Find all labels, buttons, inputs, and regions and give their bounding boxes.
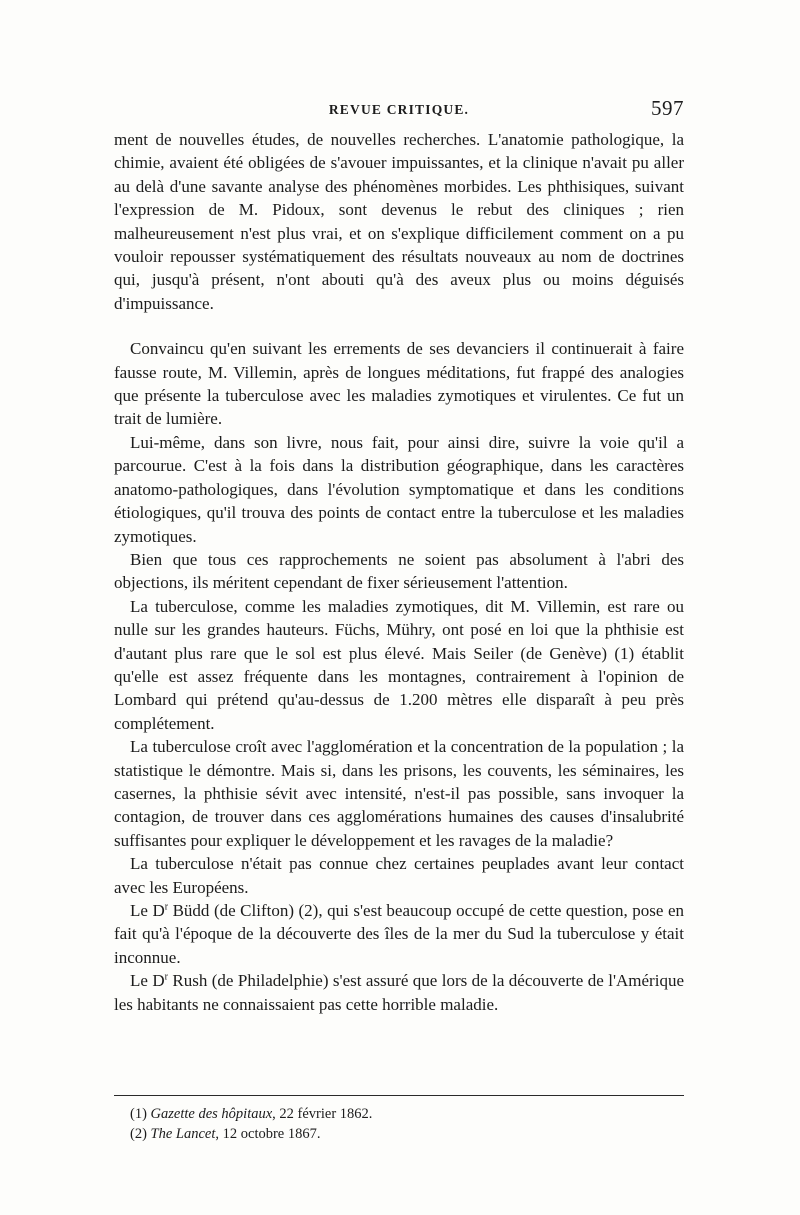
rush-title: Le D [130, 971, 165, 991]
footnotes [130, 1104, 670, 1144]
footnote-2 [130, 1124, 670, 1144]
running-title: REVUE CRITIQUE. [328, 102, 470, 117]
footnote-1-detail: , 22 février 1862. [272, 1106, 373, 1122]
page-number: 597 [651, 96, 684, 120]
rush-title-sup: r [164, 971, 168, 983]
footnote-rule [114, 1095, 684, 1096]
footnote-1-marker: (1) [130, 1106, 147, 1122]
paragraph-agglomeration: La tuberculose croît avec l'agglomération et la concentration de la population ; la statistique le démontre. Mais si, dans les prisons, les couvents, les séminaires, les casernes, la phthisie sévit avec intensité, n'est-il pas possible, sans invoquer la contagion, de trouver dans ces agglomérations humaines des causes d'insalubrité suffisantes pour expliquer le développement et les ravages de la maladie? [114, 737, 684, 850]
body-text [114, 128, 684, 1016]
budd-title-sup: r [164, 901, 169, 913]
budd-title: Le D [130, 901, 165, 920]
budd-text: Büdd (de Clifton) (2), qui s'est beaucoup occupé de cette question, pose en fait qu'à l'époque de la découverte des îles de la mer du Sud la tuberculose y était inconnue. [114, 901, 684, 967]
rush-text: Rush (de Philadelphie) s'est assuré que lors de la découverte de l'Amérique les habitants ne connaissaient pas cette horrible maladie. [114, 971, 684, 1014]
paragraph-rush [114, 969, 684, 1016]
paragraph-rapprochements: Bien que tous ces rapprochements ne soient pas absolument à l'abri des objections, ils méritent cependant de fixer sérieusement l'attention. [114, 549, 684, 593]
paragraph-continuation: ment de nouvelles études, de nouvelles recherches. L'anatomie pathologique, la chimie, avaient été obligées de s'avouer impuissantes, et la clinique n'avait pu aller au delà d'une savante analyse des phénomènes morbides. Les phthisiques, suivant l'expression de M. Pidoux, sont devenus le rebut des cliniques ; rien malheureusement n'est plus vrai, et on s'explique difficilement comment on a pu vouloir repousser systématiquement des résultats nouveaux au nom de doctrines qui, jusqu'à présent, n'ont abouti qu'à des aveux plus ou moins déguisés d'impuissance. [114, 130, 684, 313]
footnote-1-source: Gazette des hôpitaux [150, 1106, 273, 1122]
footnote-1 [130, 1104, 670, 1124]
paragraph-peuplades: La tuberculose n'était pas connue chez certaines peuplades avant leur contact avec les Européens. [114, 854, 684, 897]
running-head [114, 96, 684, 122]
paragraph-livre: Lui-même, dans son livre, nous fait, pour ainsi dire, suivre la voie qu'il a parcourue. C'est à la fois dans la distribution géographique, dans les caractères anatomo-pathologiques, dans l'évolution symptomatique et dans les conditions étiologiques, qu'il trouva des points de contact entre la tuberculose et les maladies zymotiques. [114, 432, 684, 546]
paragraph-hauteurs: La tuberculose, comme les maladies zymotiques, dit M. Villemin, est rare ou nulle sur les grandes hauteurs. Füchs, Mühry, ont posé en loi que la phthisie est d'autant plus rare que le sol est plus élevé. Mais Seiler (de Genève) (1) établit qu'elle est assez fréquente dans les montagnes, contrairement à l'opinion de Lombard qui prétend qu'au-dessus de 1.200 mètres elle disparaît à peu près complétement. [114, 596, 684, 733]
paragraph-villemin-intro: Convaincu qu'en suivant les errements de ses devanciers il continuerait à faire fausse route, M. Villemin, après de longues méditations, fut frappé des analogies que présente la tuberculose avec les maladies zymotiques et virulentes. Ce fut un trait de lumière. [114, 339, 684, 429]
footnote-2-source: The Lancet [150, 1126, 216, 1142]
footnote-2-detail: , 12 octobre 1867. [215, 1126, 321, 1142]
paragraph-budd [114, 899, 684, 969]
footnote-2-marker: (2) [130, 1126, 147, 1142]
